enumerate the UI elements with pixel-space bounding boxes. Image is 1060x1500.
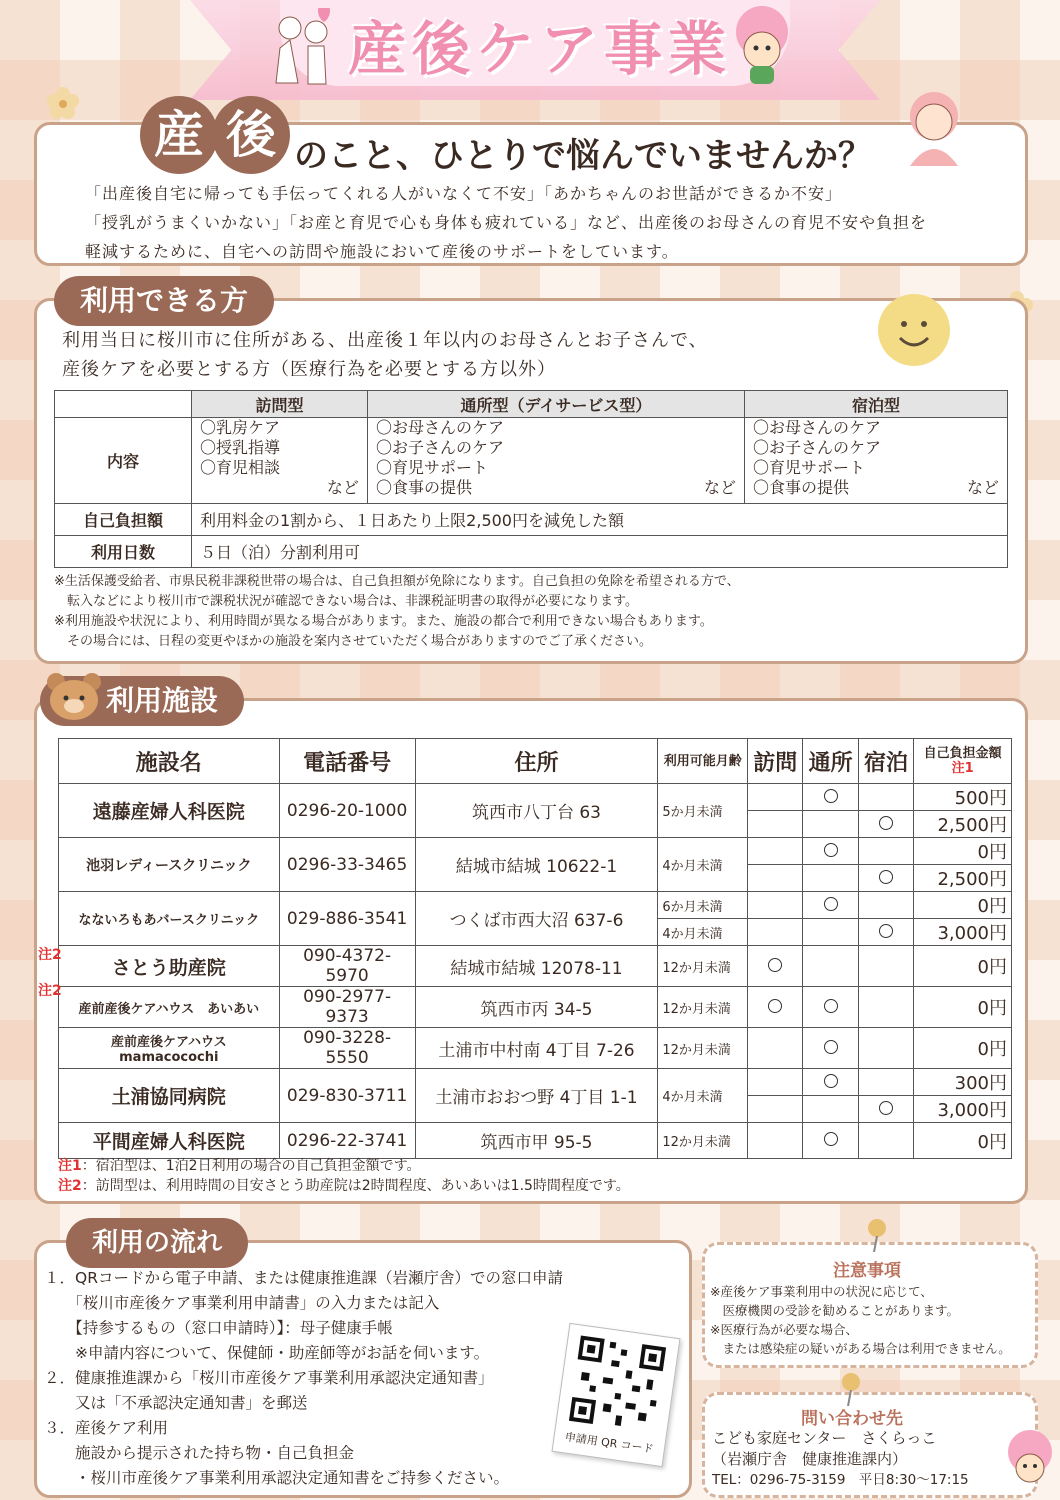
table-row bbox=[59, 946, 1012, 987]
qr-card[interactable] bbox=[551, 1323, 680, 1467]
service-cell bbox=[748, 1028, 803, 1069]
service-cell bbox=[858, 784, 913, 811]
service-cell bbox=[803, 919, 858, 946]
caution-line: ※医療行為が必要な場合、 bbox=[710, 1322, 858, 1337]
facility-phone: 090-3228-5550 bbox=[279, 1028, 415, 1069]
service-cell bbox=[748, 987, 803, 1028]
facility-age: 12か月未満 bbox=[658, 1028, 748, 1069]
facility-name: 産前産後ケアハウス mamacocochi bbox=[59, 1028, 280, 1069]
flow-line: 施設から提示された持ち物・自己負担金 bbox=[44, 1444, 355, 1462]
circle-mark-icon bbox=[768, 958, 782, 972]
facility-phone: 0296-20-1000 bbox=[279, 784, 415, 838]
stay-item: 〇お母さんのケア bbox=[752, 418, 881, 437]
facility-cost: 0円 bbox=[914, 987, 1012, 1028]
bear-icon bbox=[44, 668, 104, 724]
service-table bbox=[54, 390, 1008, 568]
day-item: 〇育児サポート bbox=[375, 458, 488, 477]
service-cell bbox=[803, 838, 858, 865]
hero-headline: のこと、ひとりで悩んでいませんか？ bbox=[294, 136, 872, 176]
facility-name: さとう助産院 bbox=[59, 946, 280, 987]
badge-san: 産 bbox=[140, 96, 218, 174]
note-line: ※利用施設や状況により、利用時間が異なる場合があります。また、施設の都合で利用できない場合もあります。 bbox=[54, 614, 713, 629]
note-line: 転入などにより桜川市で課税状況が確認できない場合は、非課税証明書の取得が必要になります。 bbox=[54, 594, 638, 609]
header-day: 通所 bbox=[803, 739, 858, 784]
facility-age: 12か月未満 bbox=[658, 1123, 748, 1159]
circle-mark-icon bbox=[824, 1132, 838, 1146]
facility-cost: 0円 bbox=[914, 838, 1012, 865]
table-row bbox=[59, 838, 1012, 865]
facility-name: 産前産後ケアハウス あいあい bbox=[59, 987, 280, 1028]
etc-label: など bbox=[326, 478, 359, 497]
contact-title: 問い合わせ先 bbox=[801, 1409, 903, 1429]
flow-line: 又は「不承認決定通知書」を郵送 bbox=[44, 1394, 308, 1412]
hero-line: 軽減するために、自宅への訪問や施設において産後のサポートをしています。 bbox=[85, 242, 679, 261]
service-cell bbox=[803, 784, 858, 811]
facility-phone: 0296-22-3741 bbox=[279, 1123, 415, 1159]
service-cell bbox=[858, 838, 913, 865]
smiley-icon bbox=[876, 292, 952, 368]
facility-phone: 029-886-3541 bbox=[279, 892, 415, 946]
visit-item: 〇授乳指導 bbox=[200, 438, 281, 457]
days-value: ５日（泊）分割利用可 bbox=[192, 536, 1008, 568]
service-cell bbox=[748, 892, 803, 919]
table-row bbox=[59, 987, 1012, 1028]
header-visit: 訪問型 bbox=[192, 391, 368, 418]
contact-dept: （岩瀬庁舎 健康推進課内） bbox=[712, 1450, 908, 1468]
service-cell bbox=[803, 1096, 858, 1123]
service-cell bbox=[858, 987, 913, 1028]
facility-cost: 0円 bbox=[914, 946, 1012, 987]
circle-mark-icon bbox=[824, 1074, 838, 1088]
service-cell bbox=[803, 1069, 858, 1096]
circle-mark-icon bbox=[879, 924, 893, 938]
facility-age: 12か月未満 bbox=[658, 987, 748, 1028]
table-row bbox=[59, 1028, 1012, 1069]
service-cell bbox=[748, 838, 803, 865]
facility-phone: 029-830-3711 bbox=[279, 1069, 415, 1123]
flower-icon bbox=[46, 86, 80, 120]
flow-line: ３．産後ケア利用 bbox=[44, 1419, 169, 1437]
etc-label: など bbox=[966, 478, 999, 497]
flow-line: 「桜川市産後ケア事業利用申請書」の入力または記入 bbox=[44, 1294, 440, 1312]
tab-flow: 利用の流れ bbox=[66, 1218, 248, 1268]
note-line: その場合には、日程の変更やほかの施設を案内させていただく場合がありますのでご了承ください。 bbox=[54, 634, 653, 649]
facility-note bbox=[58, 1176, 630, 1196]
qr-label: 申請用 QR コード bbox=[564, 1430, 655, 1456]
facility-table bbox=[58, 738, 1012, 1159]
eligible-notes bbox=[54, 572, 1014, 652]
facility-address: 結城市結城 12078-11 bbox=[415, 946, 658, 987]
header-visit: 訪問 bbox=[748, 739, 803, 784]
row-label-days: 利用日数 bbox=[55, 536, 192, 568]
circle-mark-icon bbox=[824, 999, 838, 1013]
note-tag: 注2 bbox=[38, 947, 62, 963]
tab-eligible: 利用できる方 bbox=[54, 276, 274, 326]
header-age: 利用可能月齢 bbox=[658, 739, 748, 784]
header-cost bbox=[914, 739, 1012, 784]
facility-age: 6か月未満 bbox=[658, 892, 748, 919]
facility-phone: 090-4372-5970 bbox=[279, 946, 415, 987]
service-cell bbox=[748, 919, 803, 946]
service-cell bbox=[748, 946, 803, 987]
header-phone: 電話番号 bbox=[279, 739, 415, 784]
cost-value: 利用料金の1割から、１日あたり上限2,500円を減免した額 bbox=[192, 504, 1008, 536]
qr-code-icon[interactable] bbox=[567, 1333, 669, 1435]
facility-address: 土浦市おおつ野 4丁目 1-1 bbox=[415, 1069, 658, 1123]
service-cell bbox=[803, 946, 858, 987]
facility-cost: 3,000円 bbox=[914, 919, 1012, 946]
service-cell bbox=[748, 1096, 803, 1123]
service-cell bbox=[748, 1123, 803, 1159]
facility-name: 平間産婦人科医院 bbox=[59, 1123, 280, 1159]
header-address: 住所 bbox=[415, 739, 658, 784]
facility-age: 4か月未満 bbox=[658, 838, 748, 892]
note2-tag-sato bbox=[38, 944, 62, 964]
facility-cost: 500円 bbox=[914, 784, 1012, 811]
visit-item: 〇乳房ケア bbox=[200, 418, 281, 437]
facility-age: 4か月未満 bbox=[658, 1069, 748, 1123]
hero-text bbox=[85, 179, 1015, 266]
sakura-mascot-icon bbox=[1000, 1428, 1058, 1498]
day-item: 〇お子さんのケア bbox=[375, 438, 504, 457]
circle-mark-icon bbox=[824, 897, 838, 911]
service-cell bbox=[858, 946, 913, 987]
note-tag: 注2 bbox=[58, 1178, 82, 1194]
service-cell bbox=[858, 919, 913, 946]
pushpin-icon bbox=[836, 1372, 866, 1406]
facility-address: 筑西市甲 95-5 bbox=[415, 1123, 658, 1159]
facility-cost: 0円 bbox=[914, 892, 1012, 919]
flow-line: ２．健康推進課から「桜川市産後ケア事業利用承認決定通知書」 bbox=[44, 1369, 494, 1387]
visit-content bbox=[192, 418, 368, 504]
stay-item: 〇食事の提供 bbox=[752, 478, 849, 497]
facility-name: 土浦協同病院 bbox=[59, 1069, 280, 1123]
note-line: ※生活保護受給者、市県民税非課税世帯の場合は、自己負担額が免除になります。自己負担の免除を希望される方で、 bbox=[54, 574, 740, 589]
contact-info bbox=[712, 1428, 1012, 1491]
facility-phone: 090-2977-9373 bbox=[279, 987, 415, 1028]
facility-age: 12か月未満 bbox=[658, 946, 748, 987]
cost-header-label: 自己負担金額 bbox=[923, 746, 1002, 761]
day-item: 〇お母さんのケア bbox=[375, 418, 504, 437]
note-text: ：宿泊型は、1泊2日利用の場合の自己負担金額です。 bbox=[81, 1158, 421, 1174]
header-name: 施設名 bbox=[59, 739, 280, 784]
facility-address: 土浦市中村南 4丁目 7-26 bbox=[415, 1028, 658, 1069]
eligible-line: 利用当日に桜川市に住所がある、出産後１年以内のお母さんとお子さんで、 bbox=[62, 330, 708, 351]
table-row bbox=[59, 1123, 1012, 1159]
service-cell bbox=[858, 1069, 913, 1096]
service-cell bbox=[748, 811, 803, 838]
facility-notes bbox=[58, 1156, 630, 1196]
service-cell bbox=[803, 1028, 858, 1069]
caution-title: 注意事項 bbox=[833, 1261, 901, 1281]
facility-name: 池羽レディースクリニック bbox=[59, 838, 280, 892]
circle-mark-icon bbox=[879, 870, 893, 884]
etc-label: など bbox=[703, 478, 736, 497]
facility-cost: 300円 bbox=[914, 1069, 1012, 1096]
facility-address: 筑西市丙 34-5 bbox=[415, 987, 658, 1028]
sakura-mascot-icon bbox=[722, 2, 802, 92]
service-cell bbox=[748, 784, 803, 811]
row-label-cost: 自己負担額 bbox=[55, 504, 192, 536]
page-title: 産後ケア事業 bbox=[347, 15, 732, 83]
service-cell bbox=[748, 865, 803, 892]
service-cell bbox=[858, 892, 913, 919]
hero-line: 「出産後自宅に帰っても手伝ってくれる人がいなくて不安」「あかちゃんのお世話ができるか不安」 bbox=[85, 184, 843, 203]
circle-mark-icon bbox=[824, 843, 838, 857]
note-tag: 注2 bbox=[38, 983, 62, 999]
caution-line: 医療機関の受診を勧めることがあります。 bbox=[710, 1303, 960, 1318]
note2-tag-aiai bbox=[38, 980, 62, 1000]
facility-cost: 2,500円 bbox=[914, 811, 1012, 838]
circle-mark-icon bbox=[768, 999, 782, 1013]
day-item: 〇食事の提供 bbox=[375, 478, 472, 497]
facility-address: 結城市結城 10622-1 bbox=[415, 838, 658, 892]
service-cell bbox=[858, 1123, 913, 1159]
day-content bbox=[367, 418, 744, 504]
facility-age: 4か月未満 bbox=[658, 919, 748, 946]
service-cell bbox=[803, 865, 858, 892]
header-day: 通所型（デイサービス型） bbox=[367, 391, 744, 418]
caution-text bbox=[710, 1282, 1030, 1358]
note-text: ：訪問型は、利用時間の目安さとう助産院は2時間程度、あいあいは1.5時間程度です。 bbox=[81, 1178, 630, 1194]
facility-phone: 0296-33-3465 bbox=[279, 838, 415, 892]
pushpin-icon bbox=[862, 1218, 892, 1252]
header-stay: 宿泊 bbox=[858, 739, 913, 784]
flow-line: ・桜川市産後ケア事業利用承認決定通知書をご持参ください。 bbox=[44, 1469, 510, 1487]
facility-cost: 0円 bbox=[914, 1028, 1012, 1069]
flow-line: １．QRコードから電子申請、または健康推進課（岩瀬庁舎）での窓口申請 bbox=[44, 1269, 563, 1287]
facility-address: 筑西市八丁台 63 bbox=[415, 784, 658, 838]
cost-note-tag: 注1 bbox=[951, 761, 974, 776]
caution-line: ※産後ケア事業利用中の状況に応じて、 bbox=[710, 1284, 933, 1299]
caution-line: または感染症の疑いがある場合は利用できません。 bbox=[710, 1341, 1011, 1356]
flow-line: ※申請内容について、保健師・助産師等がお話を伺います。 bbox=[44, 1344, 490, 1362]
facility-name: なないろもあバースクリニック bbox=[59, 892, 280, 946]
facility-cost: 2,500円 bbox=[914, 865, 1012, 892]
service-cell bbox=[858, 865, 913, 892]
row-label-content: 内容 bbox=[55, 418, 192, 504]
service-cell bbox=[858, 1096, 913, 1123]
worried-mother-icon bbox=[900, 86, 970, 166]
visit-item: 〇育児相談 bbox=[200, 458, 281, 477]
circle-mark-icon bbox=[879, 1101, 893, 1115]
couple-illustration-icon bbox=[268, 8, 338, 88]
contact-tel[interactable]: TEL：0296-75-3159 平日8:30〜17:15 bbox=[712, 1472, 969, 1488]
stay-content bbox=[744, 418, 1007, 504]
service-cell bbox=[803, 987, 858, 1028]
circle-mark-icon bbox=[824, 789, 838, 803]
facility-note bbox=[58, 1156, 630, 1176]
service-cell bbox=[803, 811, 858, 838]
facility-cost: 0円 bbox=[914, 1123, 1012, 1159]
table-row bbox=[59, 1069, 1012, 1096]
facility-cost: 3,000円 bbox=[914, 1096, 1012, 1123]
circle-mark-icon bbox=[824, 1040, 838, 1054]
circle-mark-icon bbox=[879, 816, 893, 830]
table-row bbox=[59, 892, 1012, 919]
table-corner bbox=[55, 391, 192, 418]
facility-address: つくば市西大沼 637-6 bbox=[415, 892, 658, 946]
stay-item: 〇育児サポート bbox=[752, 458, 865, 477]
tab-facilities: 利用施設 bbox=[40, 676, 244, 726]
service-cell bbox=[748, 1069, 803, 1096]
contact-org: こども家庭センター さくらっこ bbox=[712, 1429, 937, 1447]
flow-steps bbox=[44, 1266, 564, 1491]
note-tag: 注1 bbox=[58, 1158, 82, 1174]
service-cell bbox=[803, 1123, 858, 1159]
table-row bbox=[59, 784, 1012, 811]
facility-name: 遠藤産婦人科医院 bbox=[59, 784, 280, 838]
header-stay: 宿泊型 bbox=[744, 391, 1007, 418]
hero-line: 「授乳がうまくいかない」「お産と育児で心も身体も疲れている」など、出産後のお母さんの育児不安や負担を bbox=[85, 213, 928, 232]
service-cell bbox=[858, 1028, 913, 1069]
stay-item: 〇お子さんのケア bbox=[752, 438, 881, 457]
facility-age: 5か月未満 bbox=[658, 784, 748, 838]
service-cell bbox=[803, 892, 858, 919]
facility-rows bbox=[59, 784, 1012, 1159]
service-cell bbox=[858, 811, 913, 838]
eligible-text bbox=[62, 326, 862, 384]
badge-go: 後 bbox=[212, 96, 290, 174]
flow-line: 【持参するもの（窓口申請時）】：母子健康手帳 bbox=[44, 1319, 393, 1337]
eligible-line: 産後ケアを必要とする方（医療行為を必要とする方以外） bbox=[62, 359, 556, 380]
